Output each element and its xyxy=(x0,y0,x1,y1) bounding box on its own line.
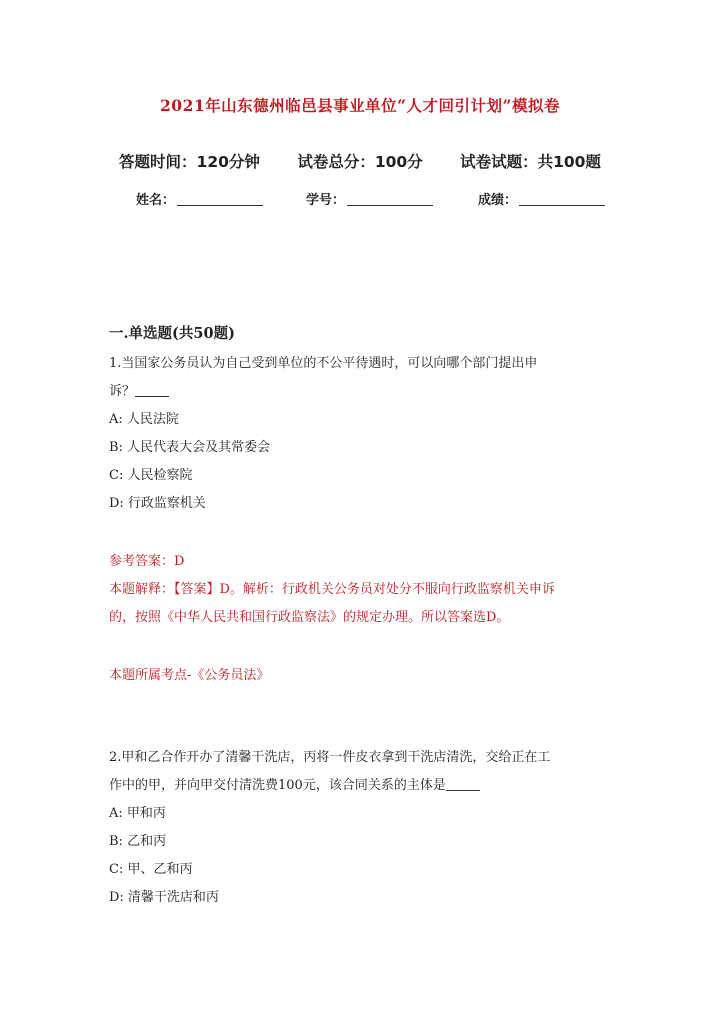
question-2-option-a: A: 甲和丙 xyxy=(109,806,166,821)
question-1-explanation-line1: 本题解释：【答案】D。解析：行政机关公务员对处分不服向行政监察机关申诉 xyxy=(109,582,555,597)
question-1-answer-blank xyxy=(135,384,169,397)
name-label: 姓名： xyxy=(136,193,176,208)
question-1-option-a: A: 人民法院 xyxy=(109,412,179,427)
question-1-explanation-line2: 的，按照《中华人民共和国行政监察法》的规定办理。所以答案选D。 xyxy=(109,610,510,625)
name-field xyxy=(136,189,263,208)
section-title: 一.单选题(共50题) xyxy=(109,325,235,342)
question-2-stem-line2-text: 作中的甲，并向甲交付清洗费100元，该合同关系的主体是 xyxy=(109,778,446,793)
question-2 xyxy=(109,744,609,912)
question-2-stem-line1: 2.甲和乙合作开办了清馨干洗店，丙将一件皮衣拿到干洗店清洗，交给正在工 xyxy=(109,750,551,765)
question-1 xyxy=(109,350,609,518)
question-2-option-b: B: 乙和丙 xyxy=(109,834,167,849)
question-1-answer-block xyxy=(109,548,609,632)
id-field xyxy=(306,189,433,208)
score-blank xyxy=(519,193,605,206)
exam-meta xyxy=(0,150,720,172)
question-2-stem-line2 xyxy=(109,772,609,800)
question-1-option-b: B: 人民代表大会及其常委会 xyxy=(109,440,271,455)
question-2-option-c: C: 甲、乙和丙 xyxy=(109,862,193,877)
question-1-topic: 本题所属考点-《公务员法》 xyxy=(109,668,270,683)
question-2-option-d: D: 清馨干洗店和丙 xyxy=(109,890,219,905)
name-blank xyxy=(177,193,263,206)
exam-title: 2021年山东德州临邑县事业单位“人才回引计划”模拟卷 xyxy=(160,96,560,115)
question-1-option-d: D: 行政监察机关 xyxy=(109,496,206,511)
exam-total-questions: 试卷试题：共100题 xyxy=(460,153,601,171)
score-field xyxy=(478,189,605,208)
exam-total-score: 试卷总分：100分 xyxy=(297,153,423,171)
score-label: 成绩： xyxy=(478,193,518,208)
id-label: 学号： xyxy=(306,193,346,208)
id-blank xyxy=(347,193,433,206)
exam-time: 答题时间：120分钟 xyxy=(119,153,260,171)
question-1-option-c: C: 人民检察院 xyxy=(109,468,193,483)
question-1-stem-line2-text: 诉？ xyxy=(109,384,136,399)
question-1-stem-line2 xyxy=(109,378,609,406)
question-2-answer-blank xyxy=(446,778,480,791)
question-1-stem-line1: 1.当国家公务员认为自己受到单位的不公平待遇时，可以向哪个部门提出申 xyxy=(109,356,538,371)
question-1-answer: 参考答案：D xyxy=(109,554,185,569)
